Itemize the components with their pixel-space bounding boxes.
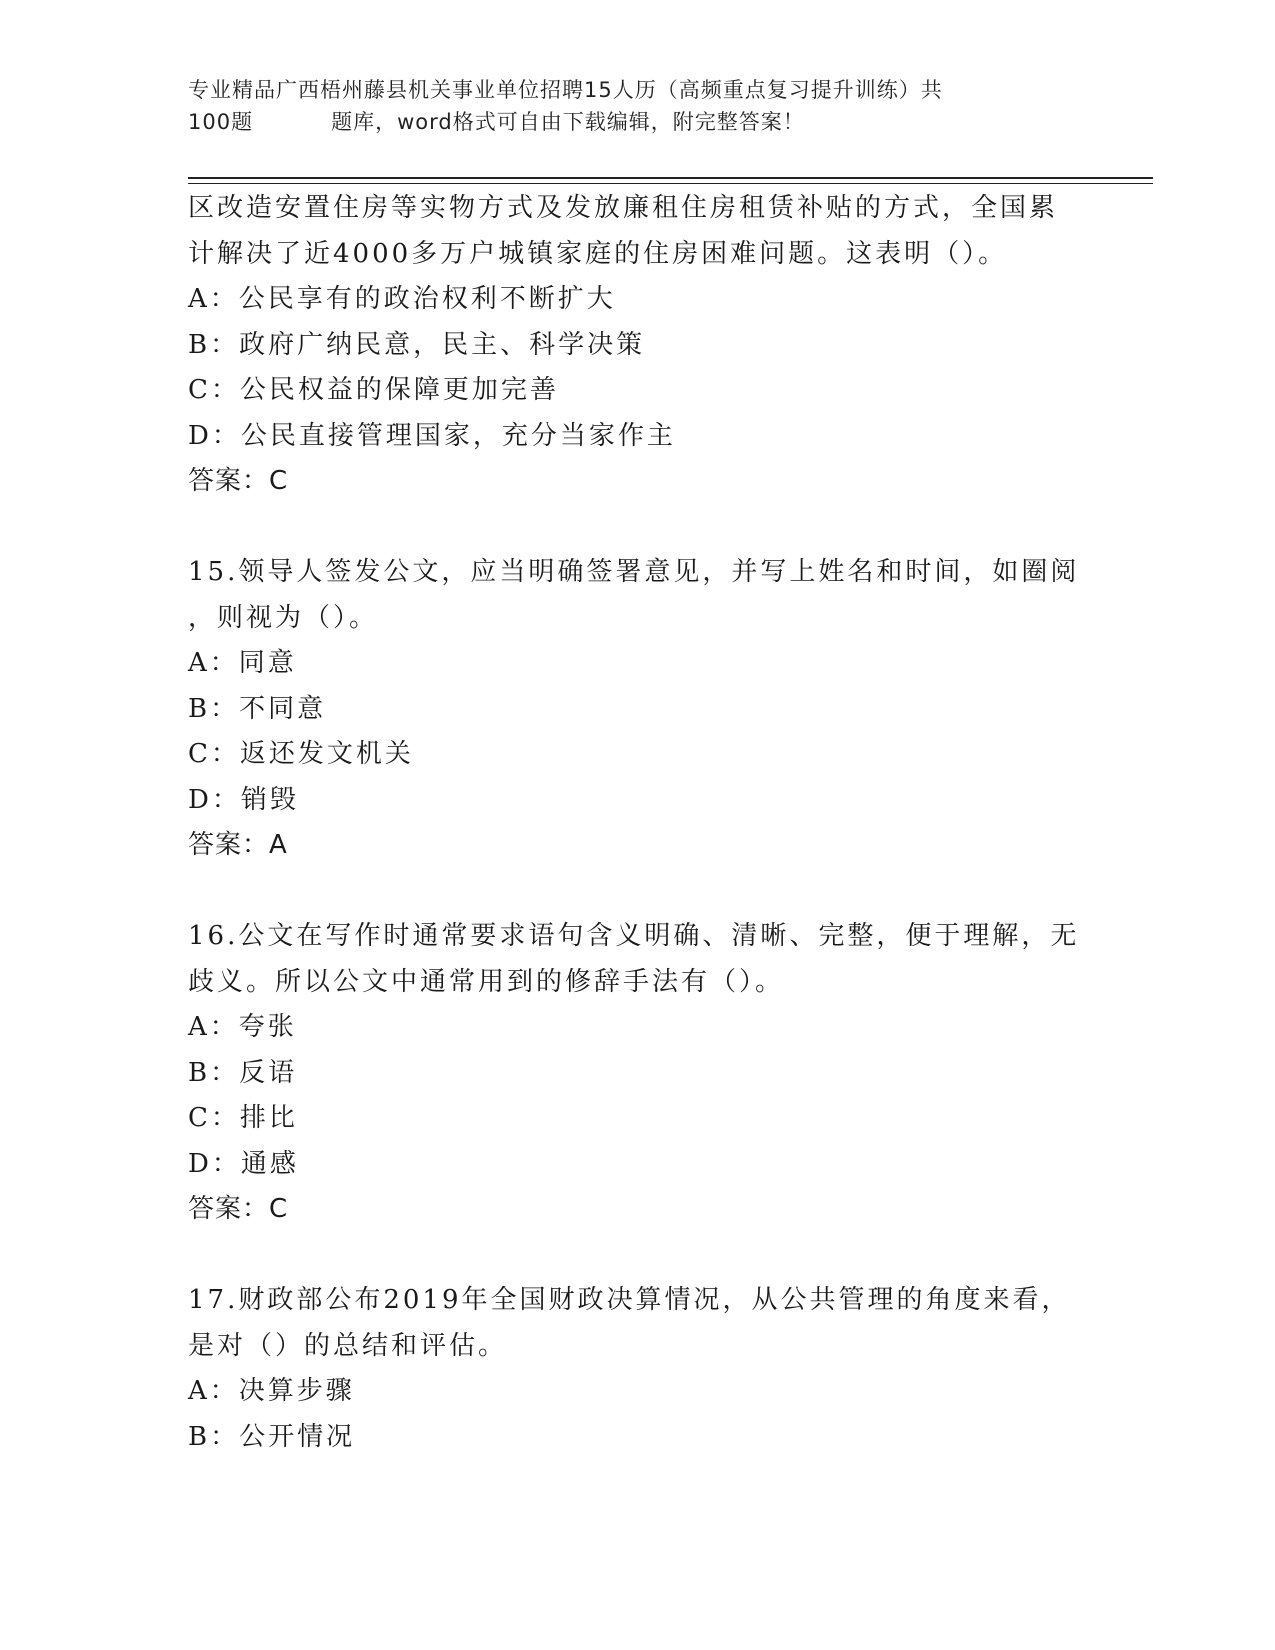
question-list xyxy=(188,186,1088,1460)
question-stem: ，则视为（）。 xyxy=(188,602,379,633)
question-stem: 17.财政部公布2019年全国财政决算情况，从公共管理的角度来看， xyxy=(188,1285,1071,1315)
header-line-2 xyxy=(188,106,1088,138)
option-b: B：政府广纳民意，民主、科学决策 xyxy=(188,329,646,360)
question-stem: 是对（）的总结和评估。 xyxy=(188,1330,508,1361)
document-header xyxy=(188,74,1088,138)
option-c: C：公民权益的保障更加完善 xyxy=(188,375,559,405)
option-b: B：反语 xyxy=(188,1057,298,1088)
question-16 xyxy=(188,914,1088,1233)
question-stem: 区改造安置住房等实物方式及发放廉租住房租赁补贴的方式，全国累 xyxy=(188,193,1059,223)
header-divider-thin xyxy=(188,183,1153,184)
option-b: B：公开情况 xyxy=(188,1421,356,1452)
header-divider-thick xyxy=(188,177,1153,179)
answer-line: 答案：C xyxy=(188,1194,289,1224)
answer-line: 答案：C xyxy=(188,466,289,496)
question-15 xyxy=(188,550,1088,869)
option-a: A：公民享有的政治权利不断扩大 xyxy=(188,284,616,314)
option-d: D：销毁 xyxy=(188,784,299,815)
option-b: B：不同意 xyxy=(188,693,327,724)
question-stem: 15.领导人签发公文，应当明确签署意见，并写上姓名和时间，如圈阅 xyxy=(188,557,1080,587)
question-14 xyxy=(188,186,1088,505)
question-stem: 计解决了近4000多万户城镇家庭的住房困难问题。这表明（）。 xyxy=(188,238,1008,269)
question-stem: 歧义。所以公文中通常用到的修辞手法有（）。 xyxy=(188,966,785,997)
question-stem: 16.公文在写作时通常要求语句含义明确、清晰、完整，便于理解，无 xyxy=(188,921,1080,951)
option-c: C：排比 xyxy=(188,1103,298,1133)
option-d: D：通感 xyxy=(188,1148,299,1179)
option-a: A：决算步骤 xyxy=(188,1376,355,1406)
question-17 xyxy=(188,1278,1088,1460)
header-question-count: 100题 xyxy=(188,110,254,134)
option-c: C：返还发文机关 xyxy=(188,739,414,769)
option-a: A：同意 xyxy=(188,648,297,678)
option-a: A：夸张 xyxy=(188,1012,297,1042)
header-line-1: 专业精品广西梧州藤县机关事业单位招聘15人历（高频重点复习提升训练）共 xyxy=(188,78,943,102)
answer-line: 答案：A xyxy=(188,830,288,860)
option-d: D：公民直接管理国家，充分当家作主 xyxy=(188,420,676,451)
header-description: 题库，word格式可自由下载编辑，附完整答案！ xyxy=(331,110,805,134)
